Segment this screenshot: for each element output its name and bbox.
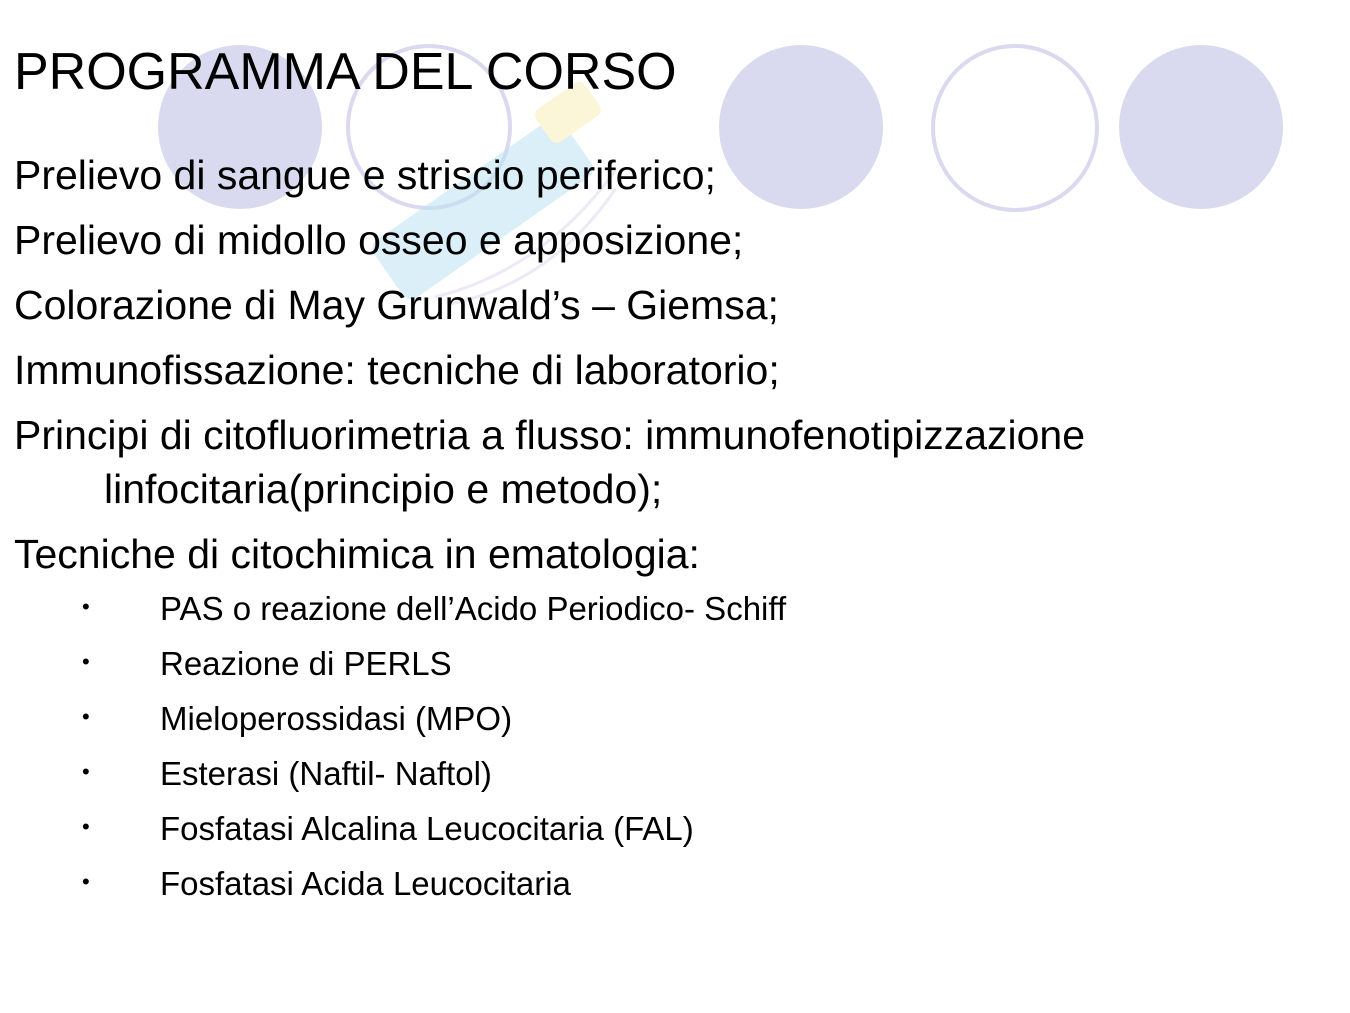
- bullet-icon: •: [82, 869, 90, 894]
- bullet-icon: •: [82, 759, 90, 784]
- list-item: [14, 807, 1324, 851]
- slide-body: [14, 148, 1324, 917]
- list-item-label: Fosfatasi Alcalina Leucocitaria (FAL): [160, 810, 694, 847]
- list-item-label: Mieloperossidasi (MPO): [160, 700, 513, 737]
- course-item: Prelievo di midollo osseo e apposizione;: [14, 217, 744, 263]
- bullet-icon: •: [82, 704, 90, 729]
- list-item: [14, 587, 1324, 631]
- list-item-label: PAS o reazione dell’Acido Periodico- Schiff: [160, 590, 787, 627]
- course-item: Immunofissazione: tecniche di laboratorio;: [14, 347, 780, 393]
- list-item-label: Reazione di PERLS: [160, 645, 452, 682]
- course-item: Principi di citofluorimetria a flusso: immunofenotipizzazione linfocitaria(principio e metodo);: [14, 412, 1086, 512]
- bullet-icon: •: [82, 594, 90, 619]
- bullet-icon: •: [82, 814, 90, 839]
- list-item-label: Esterasi (Naftil- Naftol): [160, 755, 492, 792]
- list-item: [14, 862, 1324, 906]
- list-item: [14, 642, 1324, 686]
- course-item: Tecniche di citochimica in ematologia:: [14, 531, 700, 577]
- bullet-icon: •: [82, 649, 90, 674]
- cytochemistry-techniques-list: [14, 587, 1324, 906]
- course-item: Colorazione di May Grunwald’s – Giemsa;: [14, 282, 779, 328]
- list-item-label: Fosfatasi Acida Leucocitaria: [160, 865, 571, 902]
- slide-title: PROGRAMMA DEL CORSO: [14, 43, 677, 101]
- list-item: [14, 697, 1324, 741]
- course-item: Prelievo di sangue e striscio periferico;: [14, 152, 716, 198]
- list-item: [14, 752, 1324, 796]
